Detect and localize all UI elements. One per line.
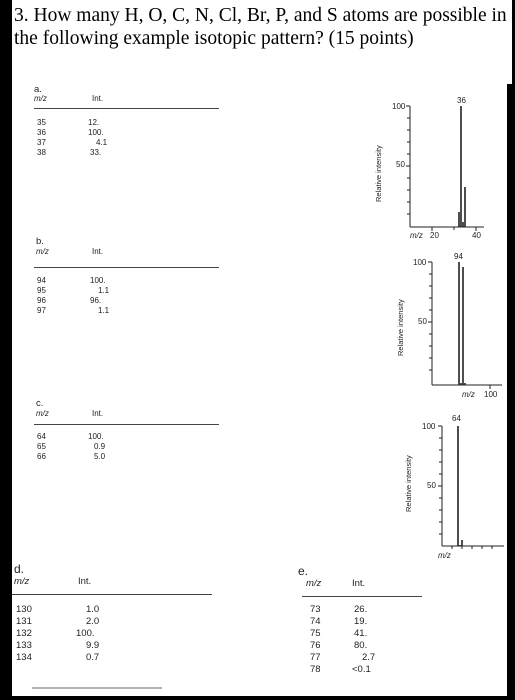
spectrum-a-x2: 40 bbox=[472, 231, 481, 240]
table-cell-mz: 74 bbox=[310, 616, 321, 627]
table-cell-int: 100. bbox=[76, 628, 95, 639]
question-text: 3. How many H, O, C, N, Cl, Br, P, and S atoms are possible in the following example isotopic pattern? (15 points) bbox=[14, 5, 507, 49]
spectrum-b-xaxis: m/z bbox=[462, 390, 475, 399]
table-cell-mz: 35 bbox=[37, 118, 46, 127]
table-cell-int: 0.7 bbox=[86, 652, 100, 663]
table-cell-int: 100. bbox=[90, 276, 106, 285]
panel-a-col-int: Int. bbox=[92, 94, 104, 103]
panel-e-rule bbox=[302, 596, 422, 597]
table-cell-mz: 65 bbox=[37, 442, 46, 451]
table-cell-mz: 134 bbox=[16, 652, 32, 663]
table-cell-int: <0.1 bbox=[352, 664, 371, 675]
panel-e-label: e. bbox=[298, 564, 309, 578]
spectrum-b-yticks bbox=[428, 262, 432, 370]
panel-b-col-mz: m/z bbox=[36, 247, 49, 256]
table-cell-mz: 38 bbox=[37, 148, 46, 157]
table-cell-int: 2.7 bbox=[362, 652, 376, 663]
spectrum-a-yticks bbox=[406, 106, 410, 214]
spectrum-a-x1: 20 bbox=[430, 231, 439, 240]
panel-d-col-int: Int. bbox=[78, 576, 92, 587]
table-cell-mz: 77 bbox=[310, 652, 321, 663]
spectrum-b-x1: 100 bbox=[484, 390, 498, 399]
panel-b-rule bbox=[34, 267, 219, 268]
panel-e-col-mz: m/z bbox=[306, 578, 322, 589]
spectrum-a-y50: 50 bbox=[396, 160, 405, 169]
table-cell-mz: 64 bbox=[37, 432, 46, 441]
table-cell-int: 33. bbox=[90, 148, 102, 157]
spectrum-a-xticks bbox=[432, 227, 476, 231]
table-cell-mz: 37 bbox=[37, 138, 46, 147]
panel-d-col-mz: m/z bbox=[14, 576, 30, 587]
table-cell-int: 1.1 bbox=[98, 286, 110, 295]
spectrum-c-y100: 100 bbox=[422, 422, 436, 431]
table-cell-int: 4.1 bbox=[96, 138, 108, 147]
table-cell-int: 9.9 bbox=[86, 640, 100, 651]
table-cell-mz: 78 bbox=[310, 664, 321, 675]
table-cell-mz: 76 bbox=[310, 640, 321, 651]
spectrum-a-y100: 100 bbox=[392, 102, 406, 111]
table-cell-int: 100. bbox=[88, 432, 104, 441]
spectrum-a-peak-label: 36 bbox=[457, 96, 466, 105]
table-cell-int: 100. bbox=[88, 128, 104, 137]
panel-a-col-mz: m/z bbox=[34, 94, 47, 103]
table-cell-int: 2.0 bbox=[86, 616, 100, 627]
table-cell-mz: 132 bbox=[16, 628, 32, 639]
table-cell-int: 1.1 bbox=[98, 306, 110, 315]
spectrum-c-yticks bbox=[438, 426, 442, 534]
panel-a-label: a. bbox=[34, 84, 42, 95]
table-cell-int: 1.0 bbox=[86, 604, 100, 615]
spectrum-c-xaxis: m/z bbox=[438, 551, 451, 560]
table-cell-mz: 75 bbox=[310, 628, 321, 639]
table-cell-int: 41. bbox=[354, 628, 368, 639]
table-cell-int: 80. bbox=[354, 640, 368, 651]
panel-c-col-mz: m/z bbox=[36, 409, 49, 418]
table-cell-mz: 97 bbox=[37, 306, 46, 315]
spectrum-b-peak-label: 94 bbox=[454, 252, 463, 261]
table-cell-int: 19. bbox=[354, 616, 368, 627]
table-cell-int: 96. bbox=[90, 296, 102, 305]
panel-c-col-int: Int. bbox=[92, 409, 104, 418]
table-cell-int: 5.0 bbox=[94, 452, 106, 461]
panel-b-label: b. bbox=[36, 236, 44, 247]
spectrum-a-xaxis: m/z bbox=[410, 231, 423, 240]
table-cell-mz: 94 bbox=[37, 276, 46, 285]
table-cell-mz: 133 bbox=[16, 640, 32, 651]
spectrum-c-peak-label: 64 bbox=[452, 414, 461, 423]
content-area bbox=[12, 84, 507, 696]
spectrum-c-y50: 50 bbox=[427, 481, 436, 490]
table-cell-mz: 95 bbox=[37, 286, 46, 295]
table-cell-int: 0.9 bbox=[94, 442, 106, 451]
panel-c-label: c. bbox=[36, 398, 44, 409]
spectrum-a-ylabel: Relative intensity bbox=[374, 145, 383, 202]
table-cell-mz: 36 bbox=[37, 128, 46, 137]
panel-c-rule bbox=[34, 424, 219, 425]
panel-d-label: d. bbox=[14, 562, 25, 576]
table-cell-mz: 131 bbox=[16, 616, 32, 627]
table-cell-mz: 66 bbox=[37, 452, 46, 461]
table-cell-mz: 73 bbox=[310, 604, 321, 615]
table-cell-int: 26. bbox=[354, 604, 368, 615]
panel-d-rule bbox=[12, 594, 212, 595]
table-cell-mz: 96 bbox=[37, 296, 46, 305]
panel-e-col-int: Int. bbox=[352, 578, 366, 589]
question-box bbox=[12, 0, 512, 84]
spectrum-c-ylabel: Relative intensity bbox=[404, 455, 413, 512]
spectrum-b-y50: 50 bbox=[418, 317, 427, 326]
table-cell-mz: 130 bbox=[16, 604, 32, 615]
spectrum-b-y100: 100 bbox=[413, 258, 427, 267]
spectrum-b-ylabel: Relative intensity bbox=[396, 299, 405, 356]
table-cell-int: 12. bbox=[88, 118, 100, 127]
panel-b-col-int: Int. bbox=[92, 247, 104, 256]
